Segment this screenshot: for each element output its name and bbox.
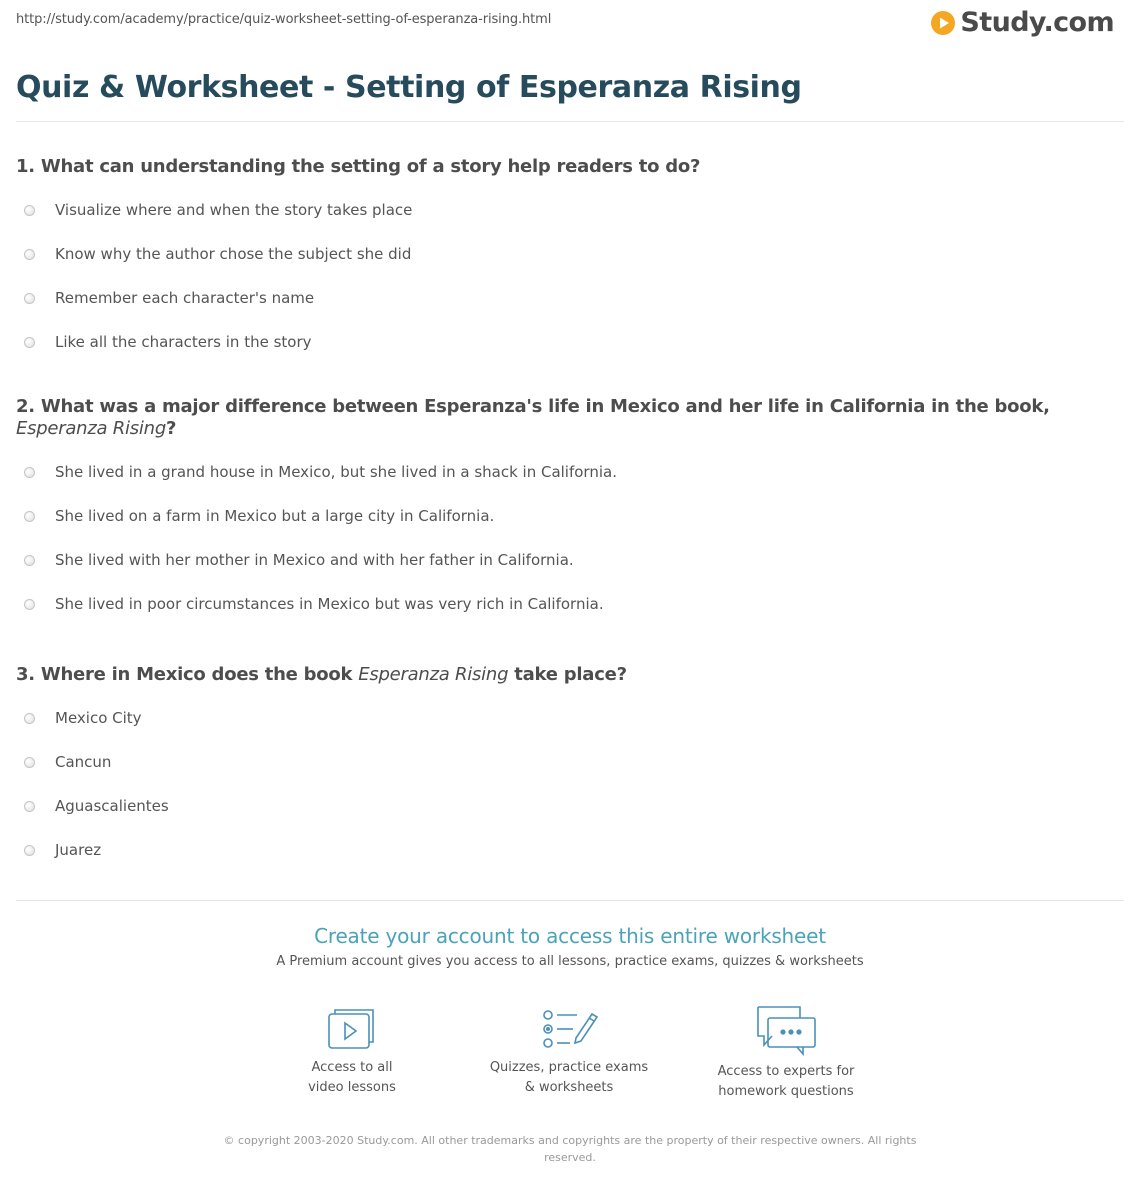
study-logo[interactable] — [930, 7, 1114, 38]
answer-option[interactable] — [16, 188, 1128, 232]
radio-button[interactable] — [24, 801, 35, 812]
answer-option[interactable] — [16, 740, 1128, 784]
question-2-book-title: Esperanza Rising — [16, 418, 167, 439]
page-title: Quiz & Worksheet - Setting of Esperanza Rising — [16, 70, 802, 105]
logo-text: Study.com — [960, 7, 1114, 38]
radio-button[interactable] — [24, 713, 35, 724]
question-1-answers — [16, 188, 1128, 364]
question-3-answers — [16, 696, 1128, 872]
radio-button[interactable] — [24, 599, 35, 610]
question-2 — [16, 396, 1128, 626]
question-3-text-end: take place? — [508, 664, 627, 685]
video-lessons-icon — [326, 1004, 378, 1052]
radio-button[interactable] — [24, 511, 35, 522]
question-2-text-start: 2. What was a major difference between Esperanza's life in Mexico and her life in California in the book, — [16, 396, 1050, 417]
answer-label: She lived in a grand house in Mexico, but she lived in a shack in California. — [55, 463, 617, 481]
answer-option[interactable] — [16, 276, 1128, 320]
quiz-checklist-icon — [540, 1004, 598, 1052]
question-3-text-start: 3. Where in Mexico does the book — [16, 664, 359, 685]
answer-label: Cancun — [55, 753, 112, 771]
feature-label: Access to all video lessons — [308, 1060, 396, 1095]
answer-option[interactable] — [16, 320, 1128, 364]
answer-label: Visualize where and when the story takes place — [55, 201, 413, 219]
question-3-text — [16, 664, 1128, 686]
radio-button[interactable] — [24, 555, 35, 566]
question-2-answers — [16, 450, 1128, 626]
chat-experts-icon — [753, 1004, 819, 1056]
answer-label: She lived on a farm in Mexico but a large city in California. — [55, 507, 495, 525]
question-2-text-end: ? — [166, 418, 177, 439]
answer-option[interactable] — [16, 828, 1128, 872]
answer-label: She lived with her mother in Mexico and with her father in California. — [55, 551, 574, 569]
answer-option[interactable] — [16, 494, 1128, 538]
radio-button[interactable] — [24, 205, 35, 216]
answer-option[interactable] — [16, 696, 1128, 740]
cta-subtitle: A Premium account gives you access to all lessons, practice exams, quizzes & worksheets — [276, 954, 864, 969]
radio-button[interactable] — [24, 293, 35, 304]
radio-button[interactable] — [24, 845, 35, 856]
answer-option[interactable] — [16, 582, 1128, 626]
title-divider — [16, 121, 1124, 122]
play-logo-icon — [930, 10, 956, 36]
radio-button[interactable] — [24, 467, 35, 478]
feature-video-lessons — [252, 1004, 452, 1098]
answer-option[interactable] — [16, 784, 1128, 828]
radio-button[interactable] — [24, 757, 35, 768]
answer-label: Like all the characters in the story — [55, 333, 312, 351]
cta-title-link[interactable]: Create your account to access this entire worksheet — [314, 924, 826, 948]
page-url: http://study.com/academy/practice/quiz-worksheet-setting-of-esperanza-rising.html — [16, 12, 552, 27]
feature-label: Access to experts for homework questions — [717, 1064, 855, 1099]
question-3-book-title: Esperanza Rising — [358, 664, 509, 685]
feature-label: Quizzes, practice exams & worksheets — [489, 1060, 649, 1095]
question-1 — [16, 156, 1128, 364]
section-divider — [16, 900, 1124, 901]
question-3 — [16, 664, 1128, 872]
answer-label: Know why the author chose the subject she did — [55, 245, 412, 263]
answer-option[interactable] — [16, 232, 1128, 276]
answer-label: Mexico City — [55, 709, 142, 727]
radio-button[interactable] — [24, 249, 35, 260]
radio-button[interactable] — [24, 337, 35, 348]
answer-label: She lived in poor circumstances in Mexico but was very rich in California. — [55, 595, 604, 613]
copyright-footer: © copyright 2003-2020 Study.com. All other trademarks and copyrights are the property of their respective owners. All rights reserved. — [223, 1134, 917, 1164]
question-1-text: 1. What can understanding the setting of a story help readers to do? — [16, 156, 701, 177]
feature-quizzes — [469, 1004, 669, 1098]
answer-label: Remember each character's name — [55, 289, 315, 307]
answer-option[interactable] — [16, 450, 1128, 494]
question-2-text — [16, 396, 1128, 440]
feature-experts — [686, 1004, 886, 1102]
signup-cta — [0, 924, 1140, 969]
answer-label: Juarez — [55, 841, 102, 859]
answer-option[interactable] — [16, 538, 1128, 582]
answer-label: Aguascalientes — [55, 797, 169, 815]
